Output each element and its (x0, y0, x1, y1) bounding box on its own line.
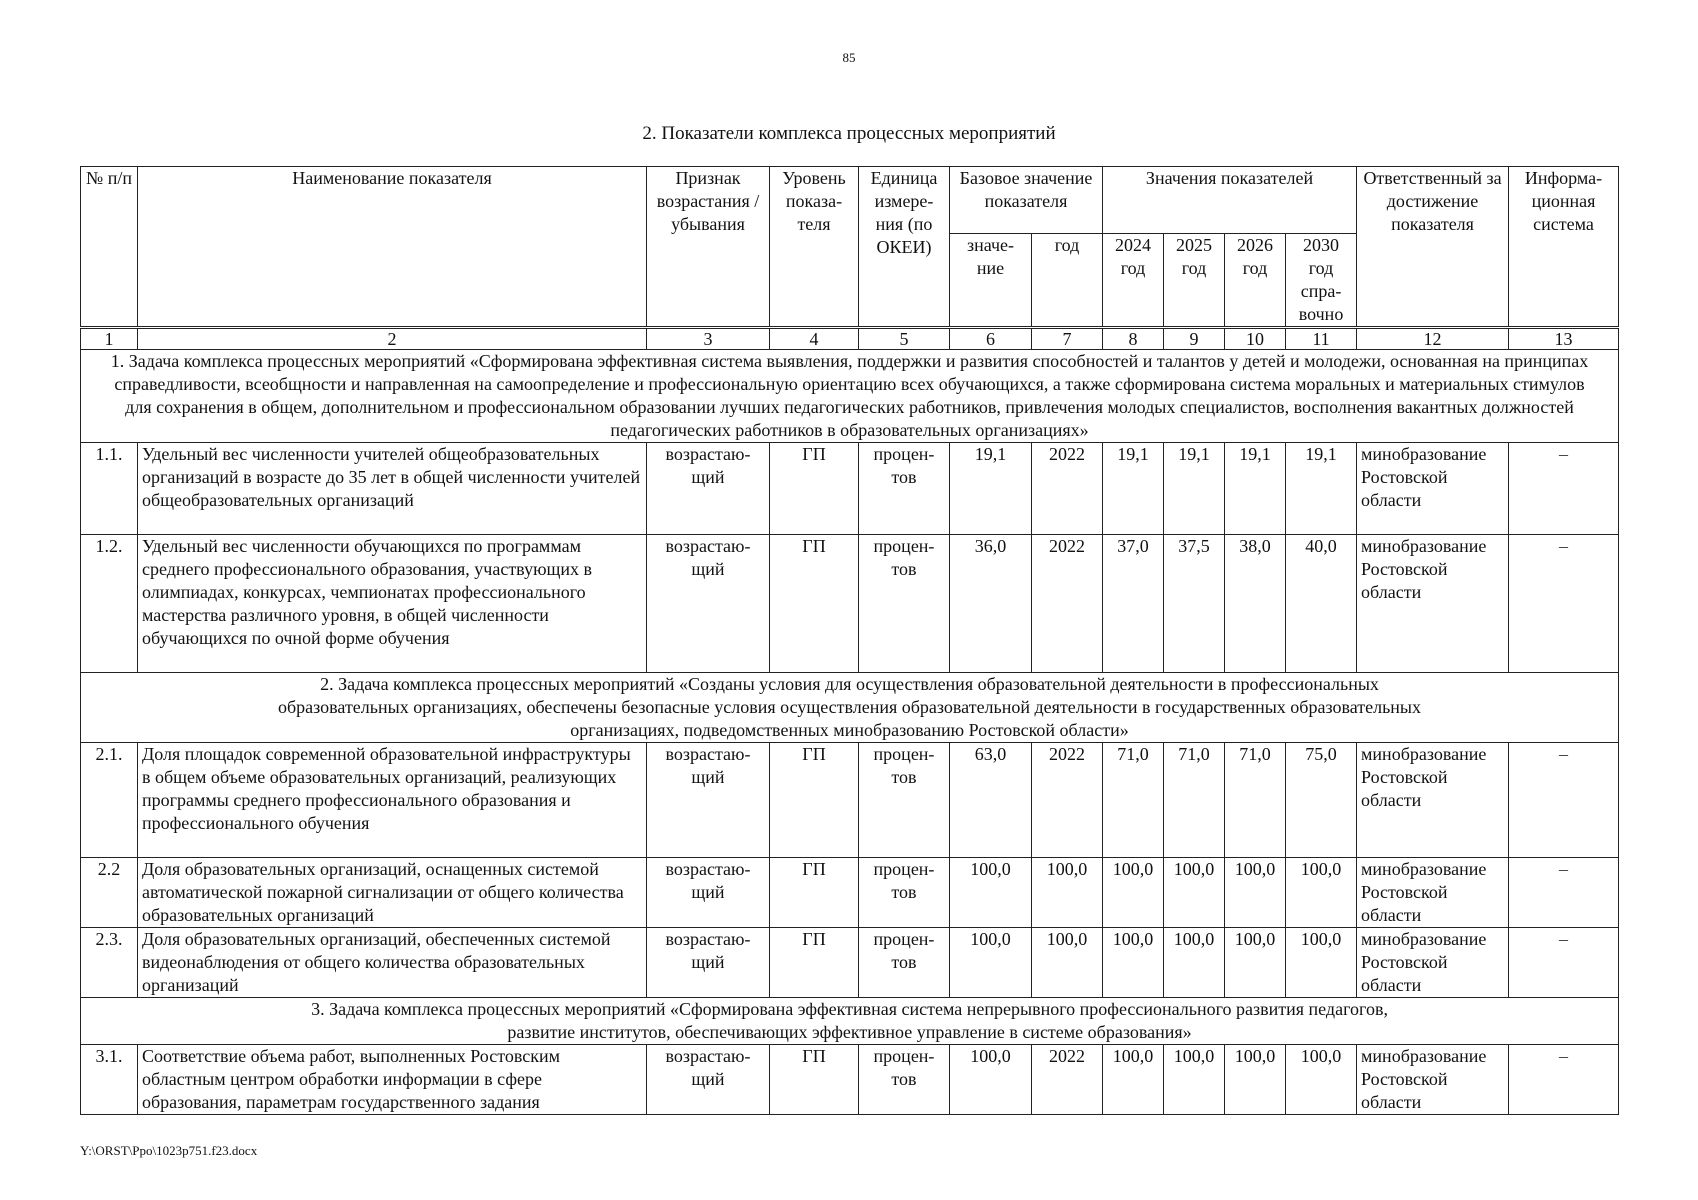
row-responsible: минобразование Ростовской области (1357, 443, 1509, 535)
file-path-footer: Y:\ORST\Ppo\1023p751.f23.docx (80, 1143, 258, 1158)
row-value-2026: 100,0 (1225, 1045, 1286, 1115)
row-name: Удельный вес численности обучающихся по программам среднего профессионального образования, участвующих в олимпиадах, конкурсах, чемпионатах профессионального мастерства различного уровня, в общей численности обучающихся по очной форме обучения (138, 535, 647, 673)
row-base-year: 2022 (1032, 1045, 1103, 1115)
page-number: 85 (842, 50, 856, 65)
row-value-2030: 100,0 (1286, 928, 1357, 998)
row-base-value: 100,0 (950, 1045, 1032, 1115)
row-base-value: 100,0 (950, 858, 1032, 928)
row-info: – (1509, 928, 1619, 998)
row-base-year: 2022 (1032, 535, 1103, 673)
table-row (81, 535, 1619, 673)
row-value-2025: 100,0 (1164, 1045, 1225, 1115)
row-sign: возрастаю-щий (647, 743, 770, 858)
row-responsible: минобразование Ростовской области (1357, 928, 1509, 998)
row-value-2026: 71,0 (1225, 743, 1286, 858)
row-sign: возрастаю-щий (647, 858, 770, 928)
row-num: 1.1. (81, 443, 138, 535)
table-row (81, 443, 1619, 535)
row-value-2024: 71,0 (1103, 743, 1164, 858)
row-level: ГП (770, 858, 859, 928)
column-number: 10 (1225, 328, 1286, 350)
row-base-value: 36,0 (950, 535, 1032, 673)
row-unit: процен-тов (859, 443, 950, 535)
row-value-2026: 19,1 (1225, 443, 1286, 535)
row-info: – (1509, 743, 1619, 858)
header-unit: Единица измере-ния (по ОКЕИ) (859, 167, 950, 328)
row-unit: процен-тов (859, 858, 950, 928)
column-number: 12 (1357, 328, 1509, 350)
header-info: Информа-ционная система (1509, 167, 1619, 328)
row-value-2026: 38,0 (1225, 535, 1286, 673)
row-num: 2.3. (81, 928, 138, 998)
header-values: Значения показателей (1103, 167, 1357, 234)
row-level: ГП (770, 535, 859, 673)
header-row-1 (81, 167, 1619, 234)
column-number: 4 (770, 328, 859, 350)
row-sign: возрастаю-щий (647, 1045, 770, 1115)
row-num: 3.1. (81, 1045, 138, 1115)
row-value-2026: 100,0 (1225, 858, 1286, 928)
column-number: 8 (1103, 328, 1164, 350)
table-row (81, 743, 1619, 858)
header-base-year: год (1032, 234, 1103, 328)
column-number: 2 (138, 328, 647, 350)
row-responsible: минобразование Ростовской области (1357, 743, 1509, 858)
column-number-row (81, 328, 1619, 350)
header-2030: 2030 год спра-вочно (1286, 234, 1357, 328)
column-number: 3 (647, 328, 770, 350)
header-2025: 2025 год (1164, 234, 1225, 328)
row-name: Доля образовательных организаций, обеспеченных системой видеонаблюдения от общего количества образовательных организаций (138, 928, 647, 998)
row-info: – (1509, 443, 1619, 535)
row-level: ГП (770, 1045, 859, 1115)
header-sign: Признак возрастания / убывания (647, 167, 770, 328)
header-base: Базовое значение показателя (950, 167, 1103, 234)
row-value-2026: 100,0 (1225, 928, 1286, 998)
row-sign: возрастаю-щий (647, 443, 770, 535)
task-row-1 (81, 350, 1619, 443)
column-number: 6 (950, 328, 1032, 350)
table-header (81, 167, 1619, 328)
row-num: 2.1. (81, 743, 138, 858)
column-number: 5 (859, 328, 950, 350)
row-base-value: 19,1 (950, 443, 1032, 535)
section-title: 2. Показатели комплекса процессных мероприятий (642, 123, 1056, 144)
column-number: 7 (1032, 328, 1103, 350)
column-number: 1 (81, 328, 138, 350)
task-row-3 (81, 998, 1619, 1045)
row-name: Доля площадок современной образовательной инфраструктуры в общем объеме образовательных организаций, реализующих программы среднего профессионального образования и профессионального обучения (138, 743, 647, 858)
row-value-2030: 19,1 (1286, 443, 1357, 535)
column-number: 13 (1509, 328, 1619, 350)
row-name: Доля образовательных организаций, оснащенных системой автоматической пожарной сигнализации от общего количества образовательных организаций (138, 858, 647, 928)
row-unit: процен-тов (859, 743, 950, 858)
row-level: ГП (770, 928, 859, 998)
row-value-2024: 19,1 (1103, 443, 1164, 535)
row-level: ГП (770, 743, 859, 858)
row-sign: возрастаю-щий (647, 535, 770, 673)
row-value-2025: 19,1 (1164, 443, 1225, 535)
row-info: – (1509, 1045, 1619, 1115)
row-name: Соответствие объема работ, выполненных Ростовским областным центром обработки информации в сфере образования, параметрам государственного задания (138, 1045, 647, 1115)
row-value-2030: 100,0 (1286, 858, 1357, 928)
row-level: ГП (770, 443, 859, 535)
header-responsible: Ответственный за достижение показателя (1357, 167, 1509, 328)
row-info: – (1509, 535, 1619, 673)
row-value-2025: 37,5 (1164, 535, 1225, 673)
row-base-year: 100,0 (1032, 928, 1103, 998)
row-num: 2.2 (81, 858, 138, 928)
header-base-value: значе-ние (950, 234, 1032, 328)
task-1-text: 1. Задача комплекса процессных мероприятий «Сформирована эффективная система выявления, поддержки и развития способностей и талантов у детей и молодежи, основанная на принципах справедливости, всеобщности и направленная на самоопределение и профессиональную ориентацию всех обучающихся, а также сформирована система моральных и материальных стимулов для сохранения в общем, дополнительном и профессиональном образовании лучших педагогических работников, привлечения молодых специалистов, восполнения вакантных должностей педагогических работников в образовательных организациях» (81, 350, 1619, 443)
row-responsible: минобразование Ростовской области (1357, 535, 1509, 673)
column-number: 9 (1164, 328, 1225, 350)
row-value-2025: 100,0 (1164, 928, 1225, 998)
row-value-2025: 100,0 (1164, 858, 1225, 928)
row-value-2030: 75,0 (1286, 743, 1357, 858)
row-value-2024: 100,0 (1103, 928, 1164, 998)
row-num: 1.2. (81, 535, 138, 673)
row-value-2030: 100,0 (1286, 1045, 1357, 1115)
table-row (81, 928, 1619, 998)
row-base-year: 2022 (1032, 743, 1103, 858)
row-responsible: минобразование Ростовской области (1357, 1045, 1509, 1115)
row-base-year: 2022 (1032, 443, 1103, 535)
indicators-table (80, 166, 1619, 1115)
row-name: Удельный вес численности учителей общеобразовательных организаций в возрасте до 35 лет в общей численности учителей общеобразовательных организаций (138, 443, 647, 535)
row-base-value: 63,0 (950, 743, 1032, 858)
task-3-text: 3. Задача комплекса процессных мероприятий «Сформирована эффективная система непрерывного профессионального развития педагогов, развитие институтов, обеспечивающих эффективное управление в системе образования» (81, 998, 1619, 1045)
header-level: Уровень показа-теля (770, 167, 859, 328)
row-unit: процен-тов (859, 535, 950, 673)
row-value-2025: 71,0 (1164, 743, 1225, 858)
row-value-2024: 100,0 (1103, 1045, 1164, 1115)
row-value-2024: 37,0 (1103, 535, 1164, 673)
task-row-2 (81, 673, 1619, 743)
header-2024: 2024 год (1103, 234, 1164, 328)
row-info: – (1509, 858, 1619, 928)
task-2-text: 2. Задача комплекса процессных мероприятий «Созданы условия для осуществления образовательной деятельности в профессиональных образовательных организациях, обеспечены безопасные условия осуществления образовательной деятельности в государственных образовательных организациях, подведомственных минобразованию Ростовской области» (81, 673, 1619, 743)
table-row (81, 858, 1619, 928)
column-number: 11 (1286, 328, 1357, 350)
row-base-value: 100,0 (950, 928, 1032, 998)
header-num: № п/п (81, 167, 138, 328)
row-unit: процен-тов (859, 928, 950, 998)
row-base-year: 100,0 (1032, 858, 1103, 928)
row-value-2024: 100,0 (1103, 858, 1164, 928)
indicators-table-container (80, 166, 1618, 1115)
row-responsible: минобразование Ростовской области (1357, 858, 1509, 928)
header-2026: 2026 год (1225, 234, 1286, 328)
row-value-2030: 40,0 (1286, 535, 1357, 673)
table-row (81, 1045, 1619, 1115)
header-name: Наименование показателя (138, 167, 647, 328)
row-unit: процен-тов (859, 1045, 950, 1115)
row-sign: возрастаю-щий (647, 928, 770, 998)
